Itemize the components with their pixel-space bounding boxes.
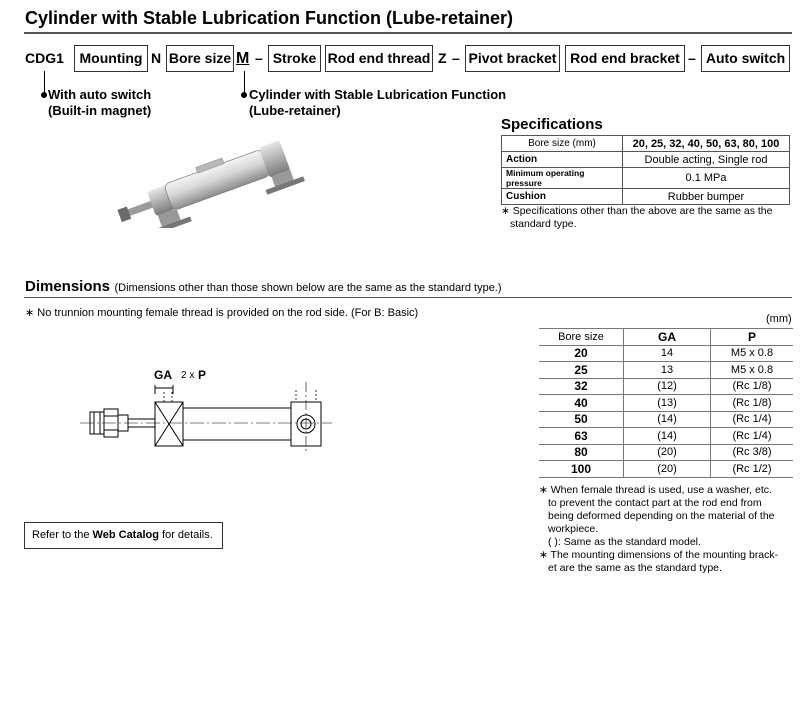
dimensions-table-notes: ∗ When female thread is used, use a washer, etc. to prevent the contact part at the rod end from being deformed depending on the material of the workpiece. ( ): Same as the standard model. ∗ The mounting dimensions of the mounting brack- et are the same as the standard type. [539,484,779,574]
code-z: Z [438,50,447,66]
dimensions-divider [24,297,792,298]
dims-bore: 40 [539,395,624,412]
reference-suffix: for details. [158,529,213,541]
auto-switch-dot [41,92,47,98]
table-row [539,345,793,362]
spec-value: Rubber bumper [623,189,790,205]
code-dash-3: – [688,50,696,66]
dims-bore: 32 [539,378,624,395]
code-prefix: CDG1 [25,50,64,66]
p-label: P [198,368,207,382]
dims-bore: 25 [539,362,624,379]
code-m: M [236,50,250,67]
code-auto-switch-box: Auto switch [701,45,790,72]
dims-p: (Rc 1/4) [711,411,794,428]
web-catalog-reference [24,522,223,549]
specifications-note: ∗ Specifications other than the above are the same as the standard type. [501,205,773,230]
dims-header-ga: GA [624,329,711,346]
dimensions-header [25,278,502,296]
dims-ga: (14) [624,428,711,445]
table-row [539,378,793,395]
dims-bore: 50 [539,411,624,428]
lube-dot [241,92,247,98]
auto-switch-annotation: With auto switch (Built-in magnet) [48,87,152,118]
dimensions-note: ∗ No trunnion mounting female thread is provided on the rod side. (For B: Basic) [25,307,419,319]
dims-p: M5 x 0.8 [711,362,794,379]
twox-label: 2 x [181,370,195,381]
dims-p: (Rc 1/4) [711,428,794,445]
ga-label: GA [154,368,172,382]
code-stroke-box: Stroke [268,45,321,72]
dims-ga: (12) [624,378,711,395]
code-pivot-bracket-box: Pivot bracket [465,45,560,72]
code-n: N [151,50,162,66]
table-row [539,411,793,428]
code-rod-end-thread-box: Rod end thread [325,45,433,72]
dims-bore: 20 [539,345,624,362]
code-dash-2: – [452,50,460,66]
specifications-heading: Specifications [501,116,603,133]
dims-ga: (20) [624,444,711,461]
dims-ga: 14 [624,345,711,362]
spec-value: 0.1 MPa [623,168,790,189]
code-dash-1: – [255,50,263,66]
unit-label: (mm) [766,313,792,325]
table-row [539,395,793,412]
specifications-table [501,135,790,205]
code-mounting-box: Mounting [74,45,148,72]
code-rod-end-bracket-box: Rod end bracket [565,45,685,72]
lube-annotation: Cylinder with Stable Lubrication Function (Lube-retainer) [249,87,507,118]
dimensions-subheading: (Dimensions other than those shown below are the same as the standard type.) [114,282,502,294]
code-bore-size-box: Bore size [166,45,234,72]
table-row [539,362,793,379]
spec-value: 20, 25, 32, 40, 50, 63, 80, 100 [623,136,790,152]
dims-bore: 100 [539,461,624,478]
spec-label: Bore size (mm) [502,136,623,152]
spec-row [502,168,790,189]
dims-bore: 63 [539,428,624,445]
spec-row [502,189,790,205]
dims-p: (Rc 1/8) [711,395,794,412]
dims-p: (Rc 1/2) [711,461,794,478]
dims-p: (Rc 1/8) [711,378,794,395]
table-row [539,461,793,478]
title-divider [24,32,792,34]
dimensions-table [539,328,793,478]
dims-header-p: P [711,329,794,346]
spec-label: Action [502,152,623,168]
page-title: Cylinder with Stable Lubrication Function (Lube-retainer) [25,8,514,28]
dimensions-heading: Dimensions [25,278,111,295]
spec-row [502,136,790,152]
web-catalog-link[interactable]: Web Catalog [92,529,159,541]
dims-bore: 80 [539,444,624,461]
table-row [539,444,793,461]
cylinder-product-image [108,128,308,228]
table-row [539,428,793,445]
dimension-drawing [80,380,340,460]
dims-ga: (13) [624,395,711,412]
spec-value: Double acting, Single rod [623,152,790,168]
spec-row [502,152,790,168]
dims-header-bore: Bore size [539,329,624,346]
dims-ga: (20) [624,461,711,478]
dims-ga: 13 [624,362,711,379]
dims-p: M5 x 0.8 [711,345,794,362]
dims-p: (Rc 3/8) [711,444,794,461]
dims-ga: (14) [624,411,711,428]
spec-label: Minimum operating pressure [502,168,623,189]
reference-prefix: Refer to the [32,529,93,541]
spec-label: Cushion [502,189,623,205]
dims-header-row [539,329,793,346]
